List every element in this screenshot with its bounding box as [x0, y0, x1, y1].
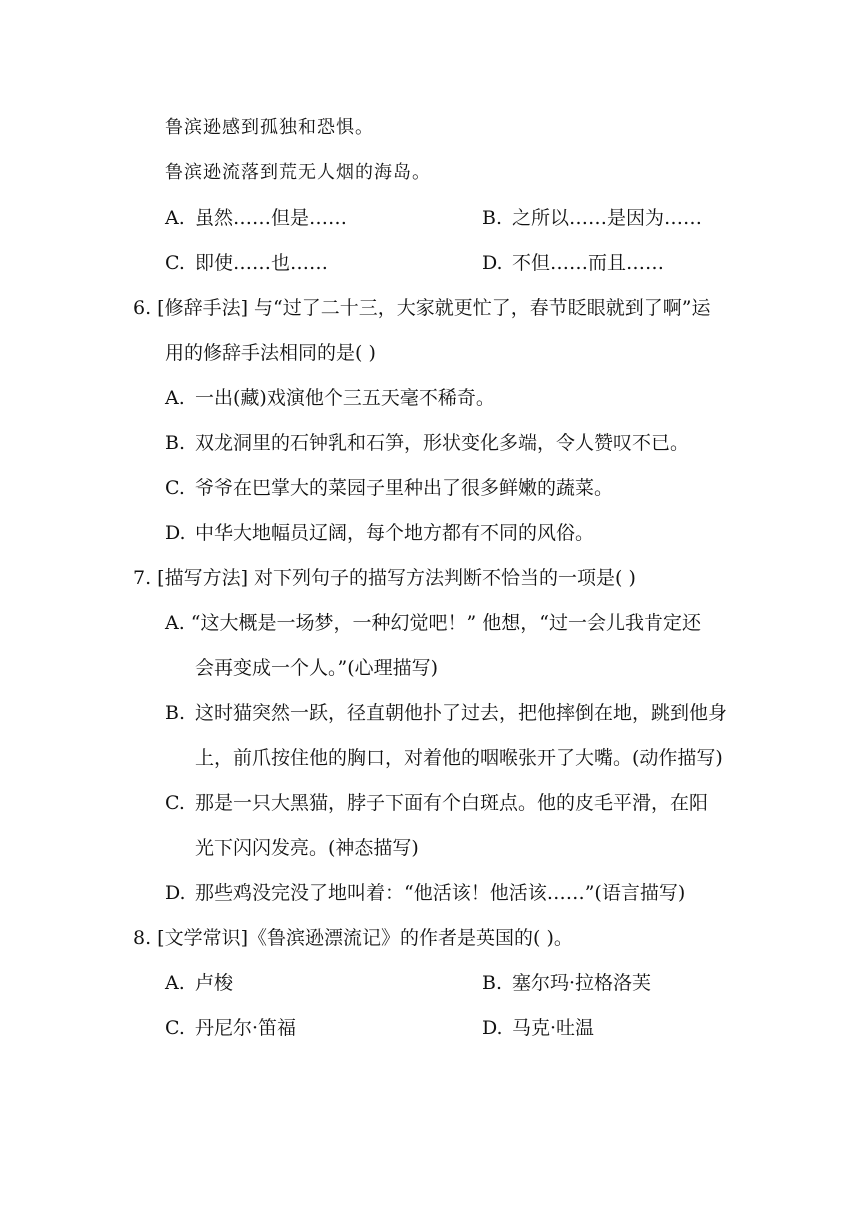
q6-option-d [165, 521, 594, 545]
option-letter: C. [165, 477, 185, 499]
q7-option-b-line-1 [165, 701, 727, 725]
option-letter: B. [482, 207, 503, 229]
q6-option-c [165, 476, 613, 500]
q5-option-a [165, 206, 347, 230]
option-letter: A. [165, 972, 185, 994]
q7-option-c-line-2: 光下闪闪发亮。(神态描写) [195, 837, 419, 859]
intro-sentence-1: 鲁滨逊感到孤独和恐惧。 [165, 117, 374, 138]
option-text: 卢梭 [195, 972, 234, 994]
option-text: 塞尔玛·拉格洛芙 [512, 972, 652, 994]
option-letter: D. [165, 882, 186, 904]
option-letter: C. [165, 252, 185, 274]
q8-option-a [165, 971, 233, 995]
option-letter: A. [165, 207, 185, 229]
q7-stem: 7. [描写方法] 对下列句子的描写方法判断不恰当的一项是( ) [133, 567, 636, 589]
q5-option-b [482, 206, 702, 230]
q8-option-b [482, 971, 651, 995]
q7-option-a-line-2: 会再变成一个人。”(心理描写) [195, 657, 439, 679]
option-letter: D. [482, 1017, 503, 1039]
option-letter: B. [482, 972, 503, 994]
q7-option-c-line-1 [165, 791, 708, 815]
q7-option-a-line-1: A. “这大概是一场梦，一种幻觉吧！” 他想，“过一会儿我肯定还 [165, 612, 701, 634]
option-letter: A. [165, 387, 185, 409]
option-text: 那些鸡没完没了地叫着：“他活该！他活该……”(语言描写) [195, 882, 686, 904]
option-letter: D. [482, 252, 503, 274]
intro-sentence-2: 鲁滨逊流落到荒无人烟的海岛。 [165, 162, 431, 183]
option-text: 一出(藏)戏演他个三五天毫不稀奇。 [195, 387, 495, 409]
option-text: 爷爷在巴掌大的菜园子里种出了很多鲜嫩的蔬菜。 [195, 477, 614, 499]
option-text: 虽然……但是…… [195, 207, 348, 229]
option-text: 之所以……是因为…… [512, 207, 703, 229]
q6-option-a [165, 386, 495, 410]
option-text: 中华大地幅员辽阔，每个地方都有不同的风俗。 [195, 522, 595, 544]
option-text: 这时猫突然一跃，径直朝他扑了过去，把他摔倒在地，跳到他身 [195, 702, 728, 724]
option-text: 丹尼尔·笛福 [195, 1017, 297, 1039]
option-text: 马克·吐温 [512, 1017, 595, 1039]
q8-option-c [165, 1016, 296, 1040]
q5-option-c [165, 251, 328, 275]
q6-stem-line-1: 6. [修辞手法] 与“过了二十三，大家就更忙了，春节眨眼就到了啊”运 [133, 297, 711, 319]
option-letter: D. [165, 522, 186, 544]
option-text: 那是一只大黑猫，脖子下面有个白斑点。他的皮毛平滑，在阳 [195, 792, 709, 814]
option-letter: C. [165, 792, 185, 814]
q7-option-b-line-2: 上，前爪按住他的胸口，对着他的咽喉张开了大嘴。(动作描写) [195, 747, 723, 769]
option-text: 即使……也…… [195, 252, 329, 274]
option-letter: B. [165, 702, 186, 724]
q8-option-d [482, 1016, 594, 1040]
option-text: 不但……而且…… [512, 252, 665, 274]
q5-option-d [482, 251, 664, 275]
option-letter: C. [165, 1017, 185, 1039]
q6-option-b [165, 431, 689, 455]
option-letter: B. [165, 432, 186, 454]
q6-stem-line-2: 用的修辞手法相同的是( ) [165, 342, 376, 364]
q8-stem: 8. [文学常识]《鲁滨逊漂流记》的作者是英国的( )。 [133, 927, 573, 949]
q7-option-d [165, 881, 685, 905]
option-text: 双龙洞里的石钟乳和石笋，形状变化多端，令人赞叹不已。 [195, 432, 690, 454]
